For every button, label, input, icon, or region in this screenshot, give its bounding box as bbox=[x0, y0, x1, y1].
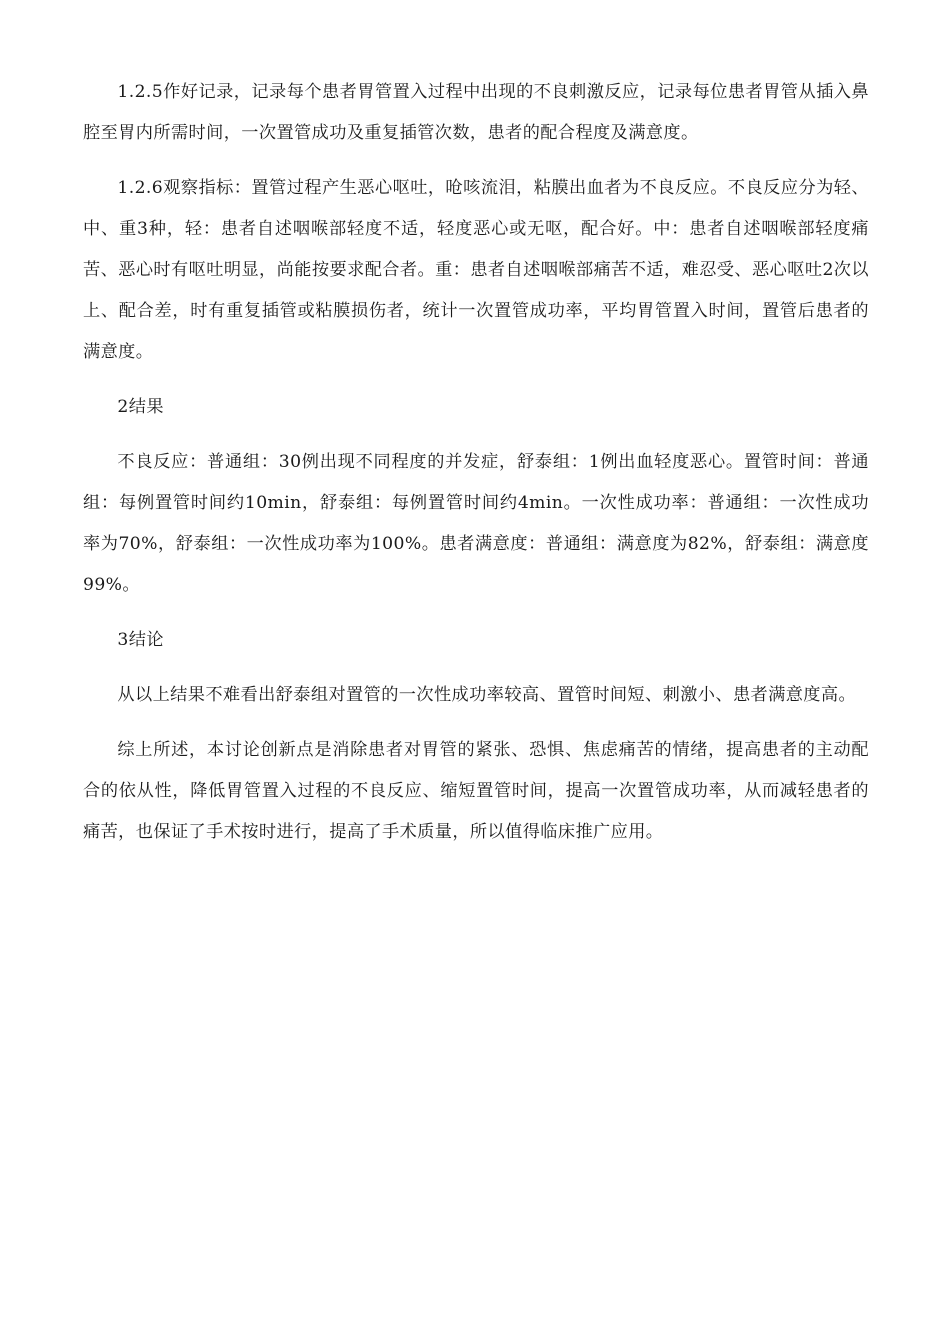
paragraph-observation-indicators: 1.2.6观察指标：置管过程产生恶心呕吐，呛咳流泪，粘膜出血者为不良反应。不良反应分为轻、中、重3种，轻：患者自述咽喉部轻度不适，轻度恶心或无呕，配合好。中：患者自述咽喉部轻度痛苦、恶心时有呕吐明显，尚能按要求配合者。重：患者自述咽喉部痛苦不适，难忍受、恶心呕吐2次以上、配合差，时有重复插管或粘膜损伤者，统计一次置管成功率，平均胃管置入时间，置管后患者的满意度。 bbox=[83, 178, 869, 362]
paragraph-results: 不良反应：普通组：30例出现不同程度的并发症，舒泰组：1例出血轻度恶心。置管时间：普通组：每例置管时间约10min，舒泰组：每例置管时间约4min。一次性成功率：普通组：一次性成功率为70%，舒泰组：一次性成功率为100%。患者满意度：普通组：满意度为82%，舒泰组：满意度99%。 bbox=[83, 452, 869, 595]
document-body bbox=[83, 72, 869, 867]
paragraph-summary: 综上所述，本讨论创新点是消除患者对胃管的紧张、恐惧、焦虑痛苦的情绪，提高患者的主动配合的依从性，降低胃管置入过程的不良反应、缩短置管时间，提高一次置管成功率，从而减轻患者的痛苦，也保证了手术按时进行，提高了手术质量，所以值得临床推广应用。 bbox=[83, 740, 869, 842]
section-heading-results: 2结果 bbox=[117, 397, 164, 417]
section-heading-conclusion: 3结论 bbox=[117, 630, 164, 650]
paragraph-conclusion: 从以上结果不难看出舒泰组对置管的一次性成功率较高、置管时间短、刺激小、患者满意度高。 bbox=[117, 685, 857, 705]
paragraph-record-keeping: 1.2.5作好记录，记录每个患者胃管置入过程中出现的不良刺激反应，记录每位患者胃管从插入鼻腔至胃内所需时间，一次置管成功及重复插管次数，患者的配合程度及满意度。 bbox=[83, 82, 869, 143]
